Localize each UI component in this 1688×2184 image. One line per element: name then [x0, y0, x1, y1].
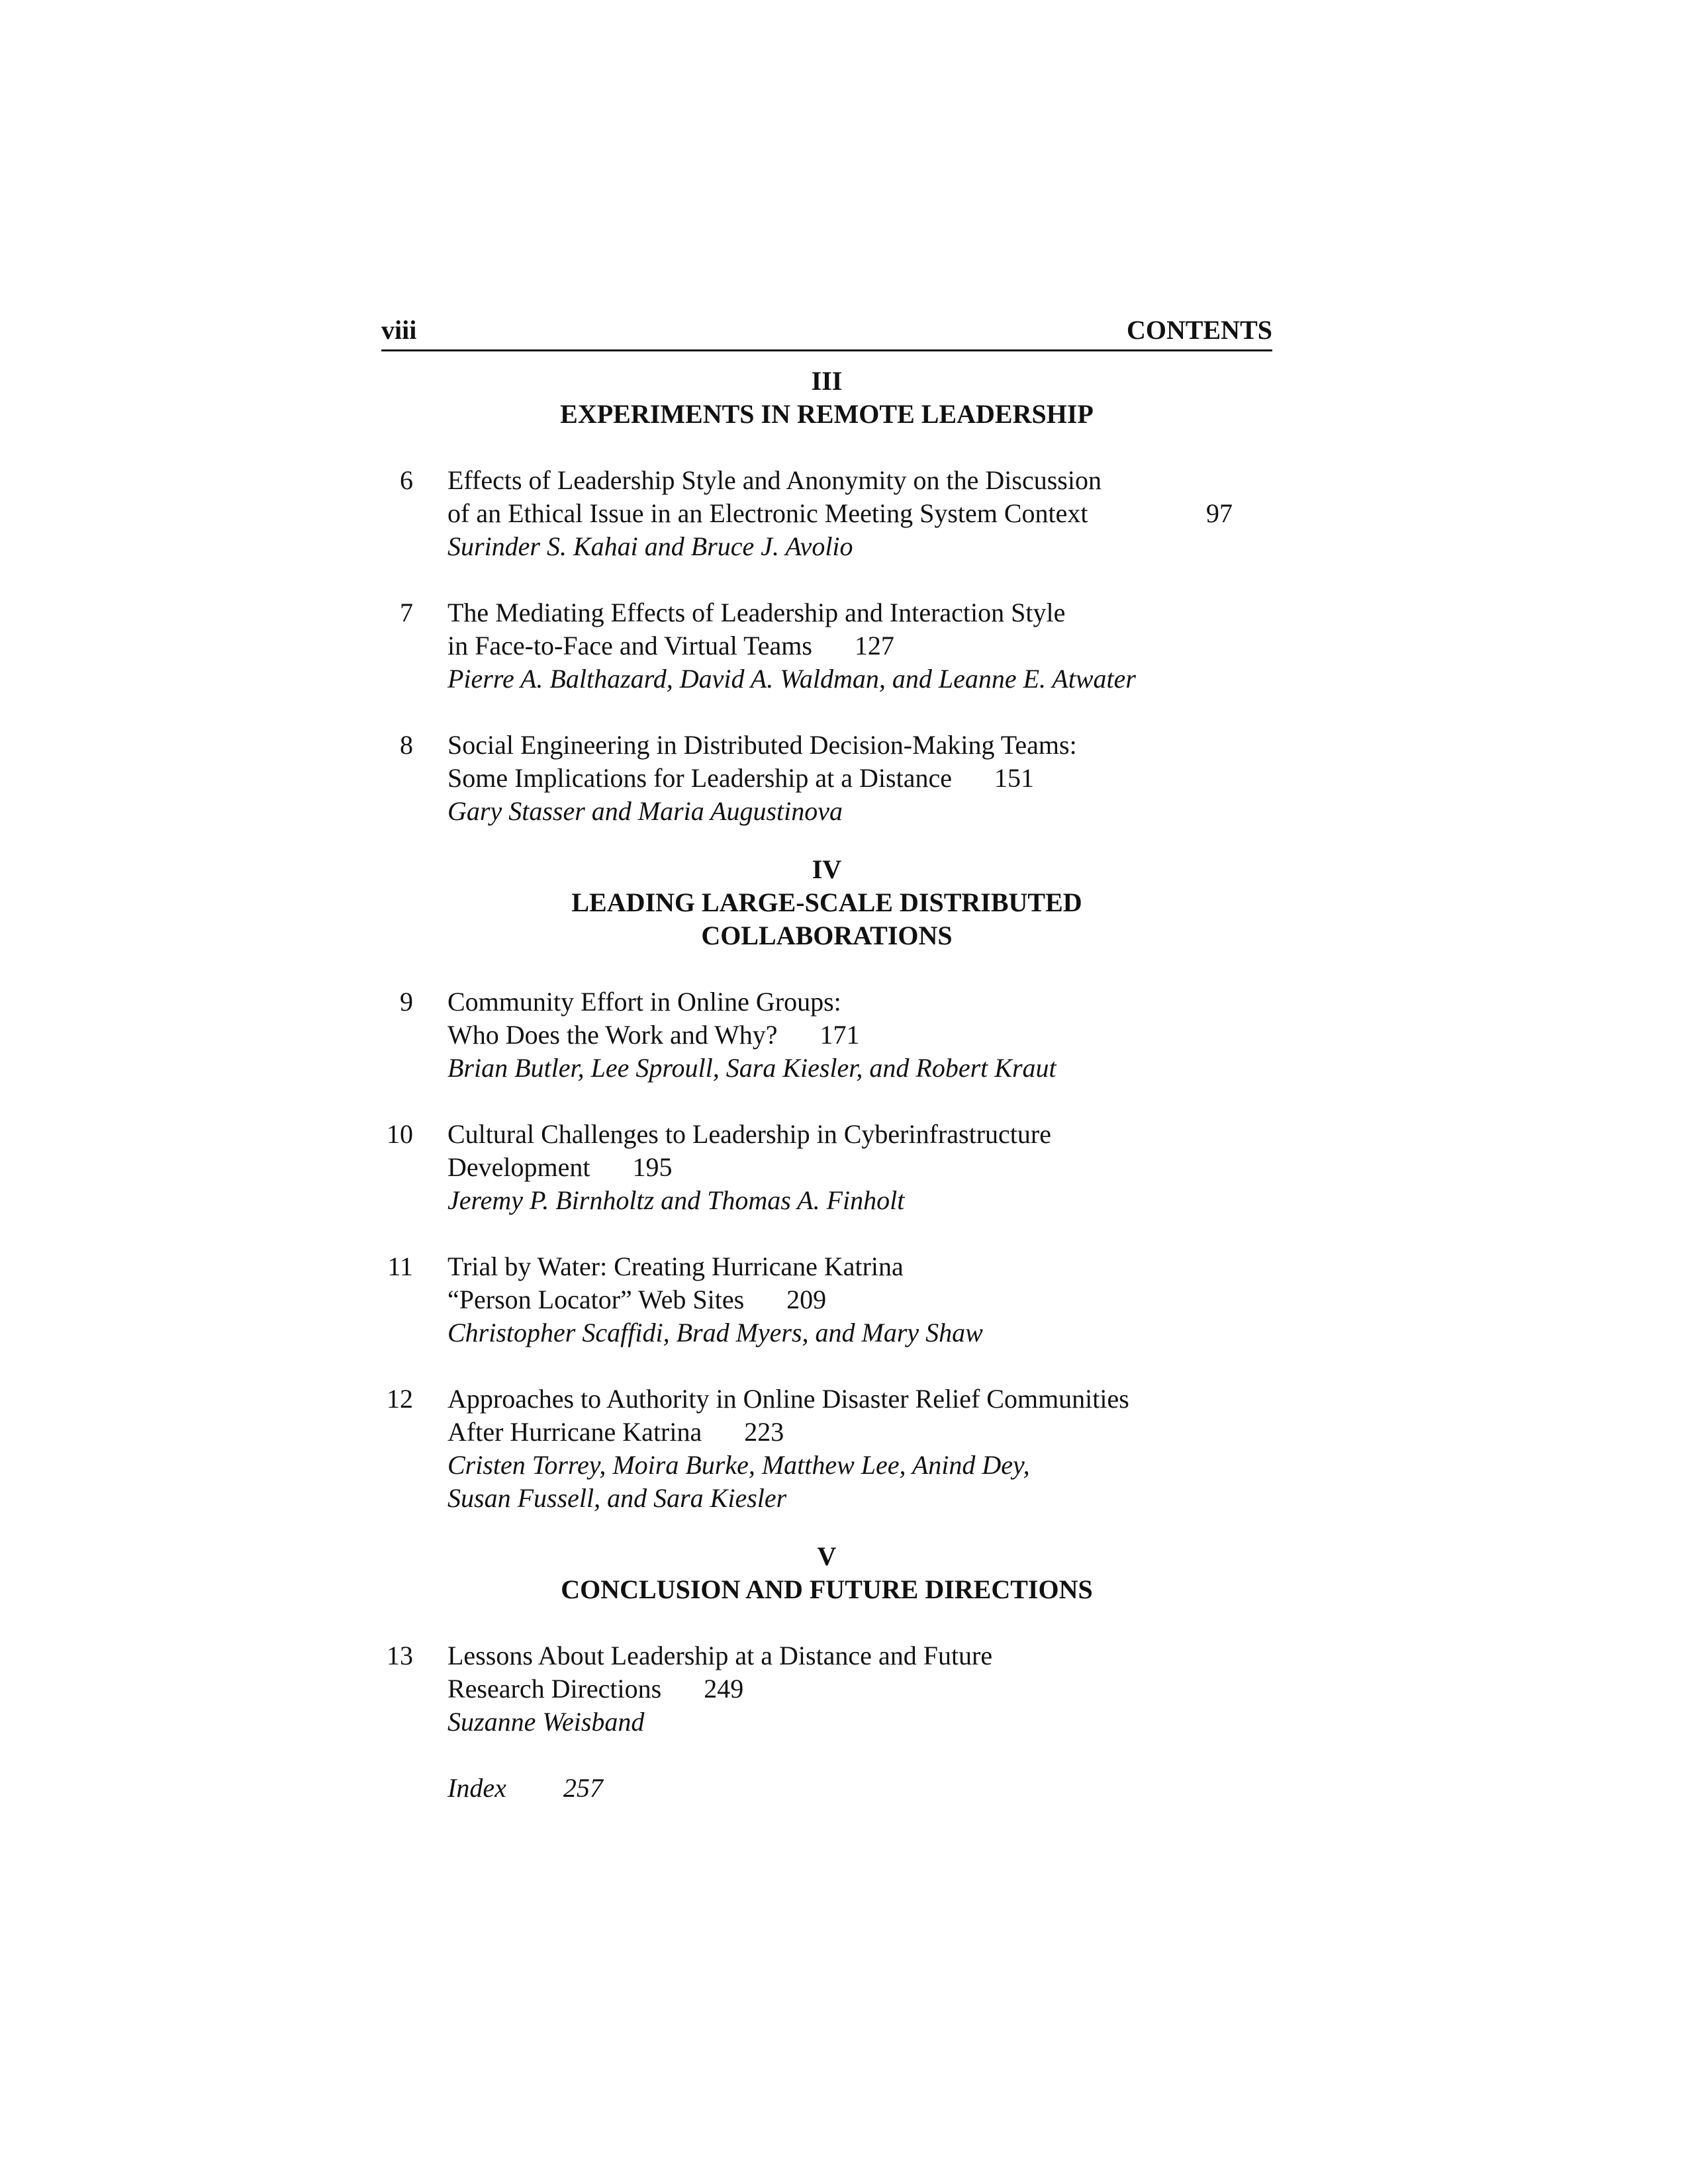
contents-page — [381, 311, 1272, 1805]
toc-entry-index[interactable] — [447, 1772, 1272, 1805]
chapter-page-number: 151 — [994, 763, 1034, 793]
chapter-title-line: Community Effort in Online Groups: — [447, 987, 841, 1017]
index-label: Index — [447, 1773, 506, 1803]
chapter-title-line: Approaches to Authority in Online Disaster Relief Communities — [447, 1384, 1129, 1414]
part-numeral: IV — [812, 854, 842, 884]
chapter-page-number: 209 — [786, 1285, 827, 1314]
chapter-title-line: Research Directions 249 — [447, 1672, 1272, 1706]
toc-entry-chapter-11[interactable] — [381, 1250, 1272, 1349]
part-heading-iii — [381, 365, 1272, 431]
chapter-page-number: 223 — [744, 1417, 784, 1447]
chapter-authors: Suzanne Weisband — [447, 1707, 645, 1737]
chapter-title-line: Social Engineering in Distributed Decision-Making Teams: — [447, 730, 1077, 760]
chapter-authors: Gary Stasser and Maria Augustinova — [447, 796, 843, 826]
toc-entry-chapter-10[interactable] — [381, 1118, 1272, 1217]
chapter-title-line: Effects of Leadership Style and Anonymity on the Discussion — [447, 465, 1102, 495]
chapter-authors: Surinder S. Kahai and Bruce J. Avolio — [447, 531, 853, 561]
chapter-authors: Susan Fussell, and Sara Kiesler — [447, 1483, 787, 1513]
toc-entry-chapter-7[interactable] — [381, 596, 1272, 696]
chapter-title-line: “Person Locator” Web Sites 209 — [447, 1283, 1272, 1316]
running-head — [381, 311, 1272, 351]
toc-entry-chapter-12[interactable] — [381, 1383, 1272, 1515]
chapter-title-line: Some Implications for Leadership at a Distance 151 — [447, 762, 1272, 795]
chapter-title-line: in Face-to-Face and Virtual Teams 127 — [447, 629, 1272, 662]
part-title: COLLABORATIONS — [701, 921, 953, 950]
chapter-title-line: of an Ethical Issue in an Electronic Meeting System Context 97 — [447, 497, 1272, 530]
chapter-title-line: Lessons About Leadership at a Distance and Future — [447, 1641, 993, 1670]
part-numeral: V — [817, 1541, 837, 1571]
chapter-number: 11 — [387, 1251, 413, 1281]
chapter-page-number: 97 — [1206, 498, 1233, 528]
chapter-page-number: 249 — [704, 1674, 744, 1704]
part-heading-iv — [381, 853, 1272, 952]
toc-entry-chapter-13[interactable] — [381, 1639, 1272, 1739]
part-title: EXPERIMENTS IN REMOTE LEADERSHIP — [560, 399, 1094, 429]
chapter-number: 10 — [387, 1119, 413, 1149]
running-title: CONTENTS — [1126, 315, 1272, 345]
chapter-number: 9 — [400, 987, 413, 1017]
chapter-authors: Christopher Scaffidi, Brad Myers, and Mary Shaw — [447, 1318, 983, 1347]
chapter-page-number: 127 — [854, 631, 894, 660]
toc-entry-chapter-8[interactable] — [381, 729, 1272, 828]
part-heading-v — [381, 1540, 1272, 1606]
chapter-title-line: Development 195 — [447, 1151, 1272, 1184]
chapter-authors: Pierre A. Balthazard, David A. Waldman, and Leanne E. Atwater — [447, 664, 1136, 694]
chapter-number: 7 — [400, 598, 413, 627]
chapter-title-line: Trial by Water: Creating Hurricane Katrina — [447, 1251, 904, 1281]
chapter-authors: Cristen Torrey, Moira Burke, Matthew Lee, Anind Dey, — [447, 1450, 1030, 1480]
toc-entry-chapter-6[interactable] — [381, 464, 1272, 563]
index-page-number: 257 — [563, 1773, 603, 1803]
chapter-authors: Brian Butler, Lee Sproull, Sara Kiesler, and Robert Kraut — [447, 1053, 1056, 1083]
chapter-title-line: Who Does the Work and Why? 171 — [447, 1019, 1272, 1052]
part-title: LEADING LARGE-SCALE DISTRIBUTED — [571, 887, 1082, 917]
chapter-authors: Jeremy P. Birnholtz and Thomas A. Finholt — [447, 1185, 905, 1215]
part-numeral: III — [811, 366, 843, 396]
chapter-title-line: The Mediating Effects of Leadership and Interaction Style — [447, 598, 1066, 627]
chapter-title-line: Cultural Challenges to Leadership in Cyberinfrastructure — [447, 1119, 1051, 1149]
page-folio: viii — [381, 315, 417, 345]
chapter-page-number: 195 — [632, 1152, 673, 1182]
part-title: CONCLUSION AND FUTURE DIRECTIONS — [561, 1574, 1093, 1604]
chapter-number: 6 — [400, 465, 413, 495]
chapter-number: 13 — [387, 1641, 413, 1670]
chapter-page-number: 171 — [820, 1020, 860, 1050]
toc-entry-chapter-9[interactable] — [381, 985, 1272, 1085]
chapter-number: 12 — [387, 1384, 413, 1414]
chapter-title-line: After Hurricane Katrina 223 — [447, 1416, 1272, 1449]
chapter-number: 8 — [400, 730, 413, 760]
